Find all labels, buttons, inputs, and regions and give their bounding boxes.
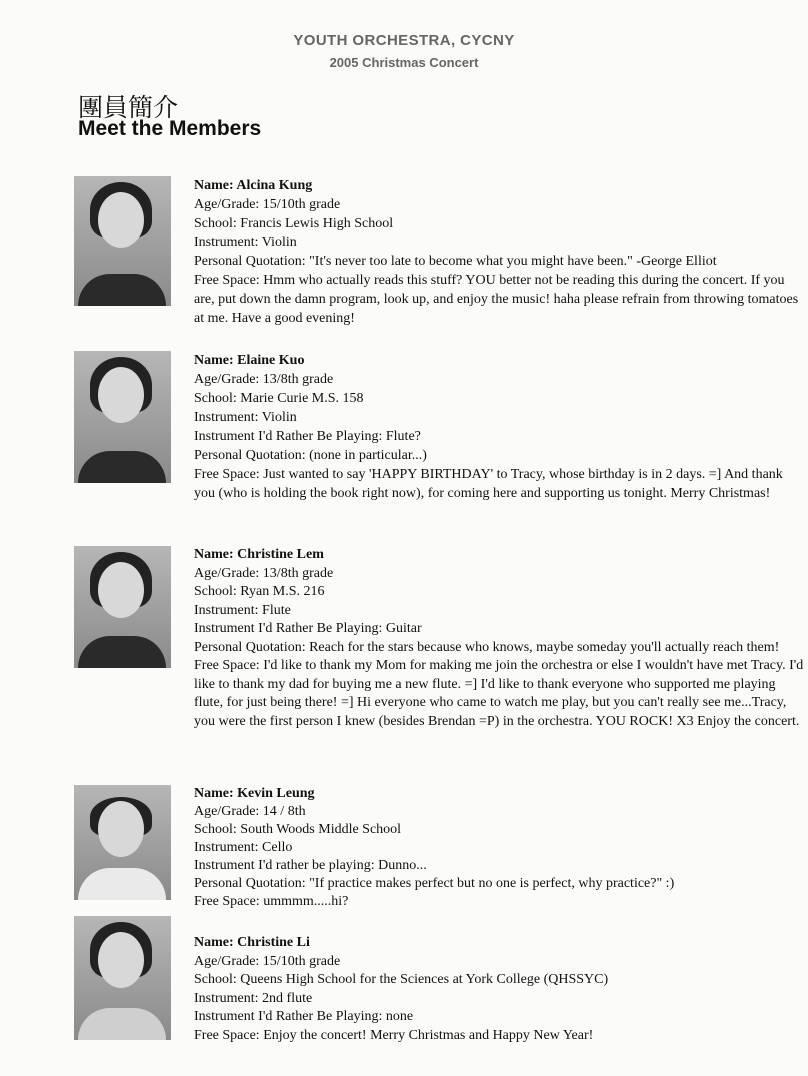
member-detail: Age/Grade: 15/10th grade <box>194 953 341 969</box>
member-detail: Age/Grade: 14 / 8th <box>194 804 306 819</box>
member-name: Name: Kevin Leung <box>194 786 315 801</box>
member-detail: Free Space: Hmm who actually reads this stuff? YOU better not be reading this during the concert. If you are, put down the damn program, look up, and enjoy the music! haha please refrain from throwing tomatoes at me. Have a good evening! <box>194 273 799 326</box>
member-detail: Instrument: Violin <box>194 410 297 425</box>
chinese-section-title: 團員簡介 <box>78 93 179 122</box>
member-detail: Personal Quotation: (none in particular...) <box>194 448 427 463</box>
section-title: Meet the Members <box>78 117 262 140</box>
member-detail: School: Francis Lewis High School <box>194 216 394 231</box>
member-detail: Instrument I'd rather be playing: Dunno... <box>194 858 427 873</box>
member-detail: Instrument: Violin <box>194 235 297 250</box>
member-detail: Instrument: Cello <box>194 840 293 855</box>
member-detail: Instrument: 2nd flute <box>194 990 313 1006</box>
member-name: Name: Christine Lem <box>194 547 324 562</box>
member-name: Name: Elaine Kuo <box>194 353 305 368</box>
member-detail: School: South Woods Middle School <box>194 822 402 837</box>
member-detail: Age/Grade: 13/8th grade <box>194 565 334 581</box>
member-detail: Free Space: Just wanted to say 'HAPPY BIRTHDAY' to Tracy, whose birthday is in 2 days. =] And thank you (who is holding the book right now), for coming here and supporting us tonight. Merry Christmas! <box>194 467 783 501</box>
page-header <box>0 32 808 70</box>
member-detail: Free Space: I'd like to thank my Mom for making me join the orchestra or else I wouldn't have met Tracy. I'd like to thank my dad for buying me a new flute. =] I'd like to thank everyone who supported me playing flute, for just being there! =] Hi everyone who came to watch me play, but you can't really see me...Tracy, you were the first person I knew (besides Brendan =P) in the orchestra. YOU ROCK! X3 Enjoy the concert. <box>194 658 804 729</box>
member-detail: Instrument I'd Rather Be Playing: Flute? <box>194 429 421 444</box>
member-detail: Personal Quotation: Reach for the stars because who knows, maybe someday you'll actually reach them! <box>194 639 780 655</box>
member-detail: Age/Grade: 13/8th grade <box>194 372 334 387</box>
member-detail: Instrument: Flute <box>194 602 291 618</box>
concert-name: 2005 Christmas Concert <box>329 55 479 70</box>
orchestra-name: YOUTH ORCHESTRA, CYCNY <box>293 32 515 49</box>
member-name: Name: Christine Li <box>194 935 310 950</box>
member-photo <box>74 785 171 900</box>
member-photo <box>74 351 171 483</box>
member-detail: Age/Grade: 15/10th grade <box>194 197 341 212</box>
member-detail: School: Queens High School for the Sciences at York College (QHSSYC) <box>194 972 609 987</box>
member-name: Name: Alcina Kung <box>194 178 313 193</box>
member-photo <box>74 916 171 1040</box>
member-photo <box>74 546 171 668</box>
member-detail: Instrument I'd Rather Be Playing: none <box>194 1009 414 1024</box>
member-detail: School: Ryan M.S. 216 <box>194 584 325 599</box>
member-detail: Free Space: Enjoy the concert! Merry Christmas and Happy New Year! <box>194 1027 594 1043</box>
member-detail: Personal Quotation: "If practice makes perfect but no one is perfect, why practice?" :) <box>194 876 675 891</box>
member-detail: School: Marie Curie M.S. 158 <box>194 391 364 406</box>
member-photo <box>74 176 171 306</box>
member-detail: Free Space: ummmm.....hi? <box>194 894 349 909</box>
member-detail: Instrument I'd Rather Be Playing: Guitar <box>194 621 422 636</box>
member-detail: Personal Quotation: "It's never too late to become what you might have been." -George Elliot <box>194 254 717 269</box>
